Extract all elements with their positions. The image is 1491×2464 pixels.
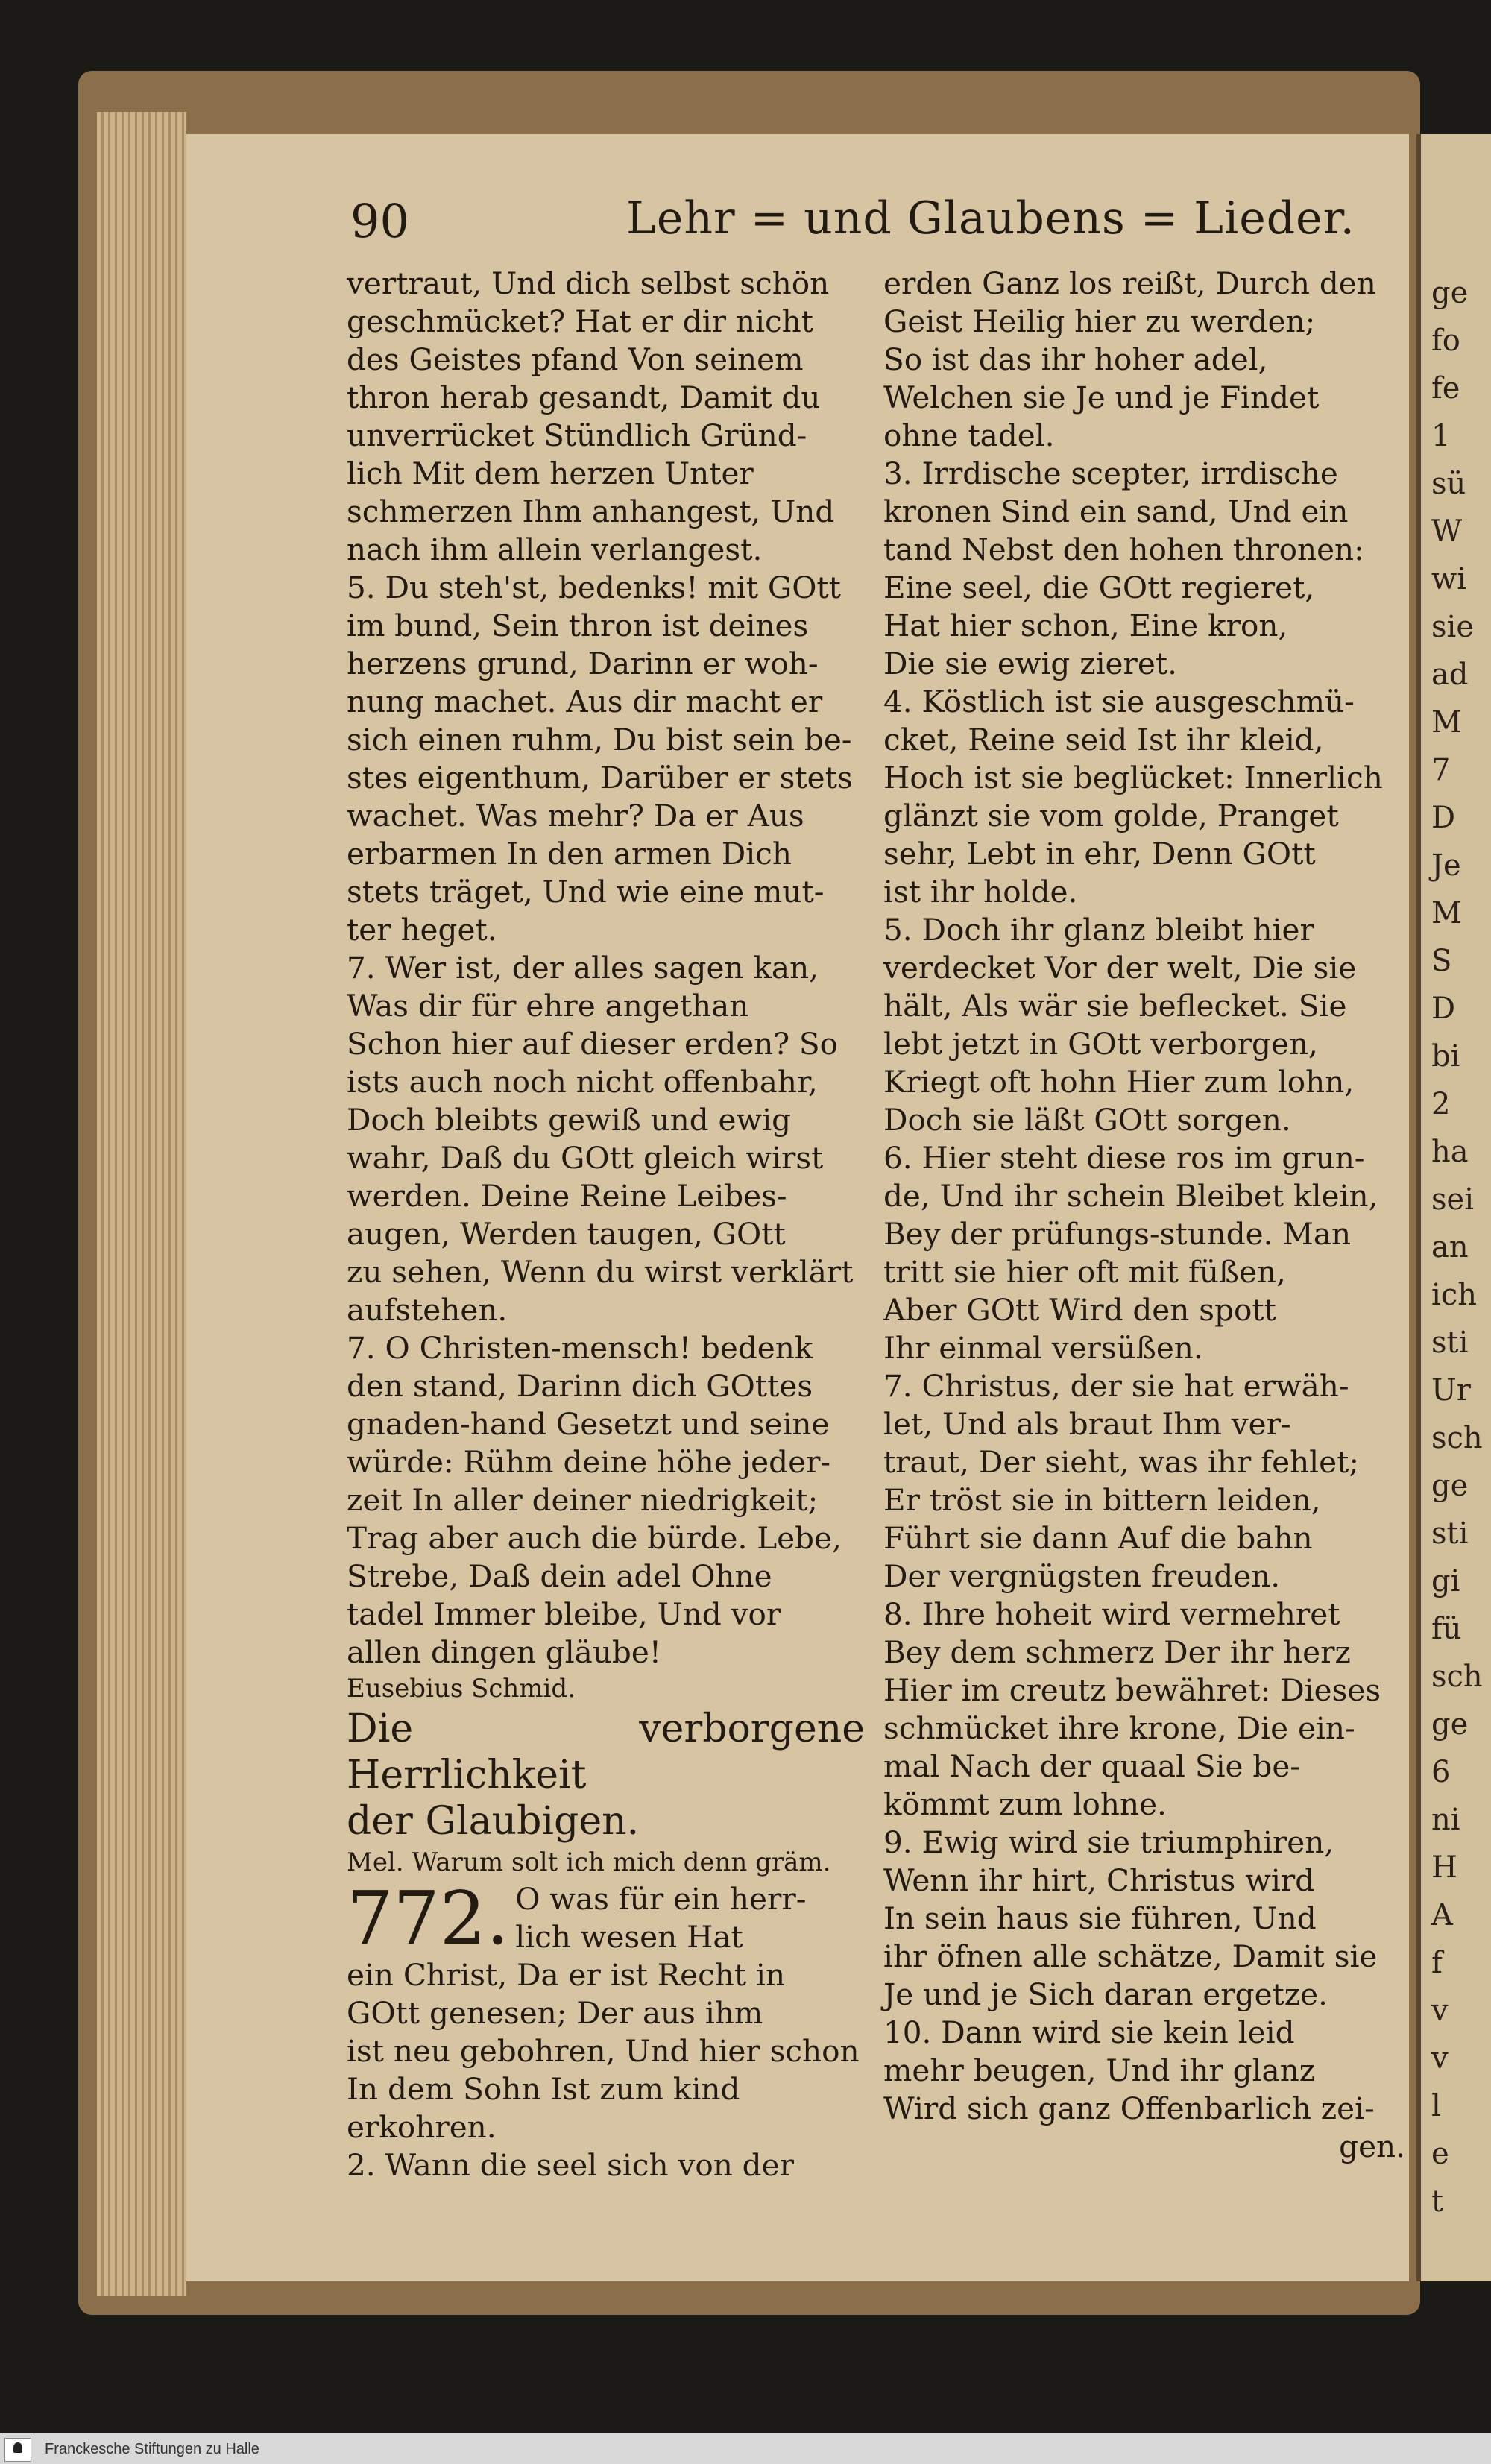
next-page-fragment: M bbox=[1431, 705, 1462, 740]
next-page-fragment: e bbox=[1431, 2137, 1449, 2171]
next-page-fragment: v bbox=[1431, 2041, 1449, 2076]
next-page-fragment: sie bbox=[1431, 610, 1474, 644]
stanza-6: 6. Hier steht diese ros im grun- de, Und ihr schein Bleibet klein, Bey der prüfungs-stunde. Man tritt sie hier oft mit füßen, Aber GOtt Wird den spott Ihr einmal versüßen. bbox=[883, 1140, 1378, 1366]
next-page-fragment: wi bbox=[1431, 562, 1467, 596]
next-page-fragment: sch bbox=[1431, 1421, 1483, 1455]
next-page-fragment: 6 bbox=[1431, 1755, 1451, 1789]
next-page-fragment: 7 bbox=[1431, 753, 1451, 787]
next-page-fragment: ge bbox=[1431, 1469, 1469, 1503]
hymn-number: 772. bbox=[347, 1877, 510, 1962]
stanza-8: 8. Ihre hoheit wird vermehret Bey dem schmerz Der ihr herz Hier im creutz bewähret: Dieses schmücket ihre krone, Die ein- mal Nach der quaal Sie be- kömmt zum lohne. bbox=[883, 1596, 1381, 1822]
stanza-4: 4. Köstlich ist sie ausgeschmü- cket, Reine seid Ist ihr kleid, Hoch ist sie beglücket: Innerlich glänzt sie vom golde, Pranget sehr, Lebt in ehr, Denn GOtt ist ihr holde. bbox=[883, 684, 1383, 910]
library-name: Franckesche Stiftungen zu Halle bbox=[45, 2441, 259, 2457]
next-page-fragment: f bbox=[1431, 1946, 1443, 1980]
next-page-fragment: l bbox=[1431, 2089, 1441, 2123]
next-page-fragment: A bbox=[1431, 1898, 1453, 1932]
stanza-1: O was für ein herr- lich wesen Hat ein Christ, Da er ist Recht in GOtt genesen; Der aus ihm ist neu gebohren, Und hier schon In dem Sohn Ist zum kind erkohren. bbox=[347, 1881, 860, 2145]
melody-reference: Mel. Warum solt ich mich denn gräm. bbox=[347, 1847, 831, 1877]
next-page-fragment: ha bbox=[1431, 1135, 1469, 1169]
next-page-fragment: ge bbox=[1431, 1707, 1469, 1742]
next-page-fragment: an bbox=[1431, 1230, 1469, 1264]
next-page-fragment: D bbox=[1431, 992, 1456, 1026]
stanza-3: 3. Irrdische scepter, irrdische kronen Sind ein sand, Und ein tand Nebst den hohen thronen: Eine seel, die GOtt regieret, Hat hier schon, Eine kron, Die sie ewig zieret. bbox=[883, 456, 1364, 681]
next-page-fragment: 2 bbox=[1431, 1087, 1451, 1121]
stanza-2-end: erden Ganz los reißt, Durch den Geist Heilig hier zu werden; So ist das ihr hoher adel, Welchen sie Je und je Findet ohne tadel. bbox=[883, 265, 1376, 453]
hymn-title: Die verborgene Herrlichkeit der Glaubigen. bbox=[347, 1707, 865, 1844]
stanza-7b: 7. O Christen-mensch! bedenk den stand, Darinn dich GOttes gnaden-hand Gesetzt und seine würde: Rühm deine höhe jeder- zeit In aller deiner niedrigkeit; Trag aber auch die bürde. Lebe, Strebe, Daß dein adel Ohne tadel Immer bleibe, Und vor allen dingen gläube! bbox=[347, 1330, 842, 1670]
page-stack-edge bbox=[97, 112, 186, 2296]
next-page-fragment: ge bbox=[1431, 276, 1469, 310]
next-page-fragment: ni bbox=[1431, 1803, 1460, 1837]
stanza-10-start: 10. Dann wird sie kein leid mehr beugen, Und ihr glanz Wird sich ganz Offenbarlich zei- bbox=[883, 2014, 1375, 2126]
next-page-fragment: fo bbox=[1431, 324, 1460, 358]
hymn-text-continued: vertraut, Und dich selbst schön geschmücket? Hat er dir nicht des Geistes pfand Von seinem thron herab gesandt, Damit du unverrücket Stündlich Gründ- lich Mit dem herzen Unter schmerzen Ihm anhangest, Und nach ihm allein verlangest. bbox=[347, 265, 835, 567]
page-number: 90 bbox=[350, 194, 409, 248]
next-page-fragment: bi bbox=[1431, 1039, 1460, 1074]
next-page-fragment: fe bbox=[1431, 371, 1460, 406]
stanza-9: 9. Ewig wird sie triumphiren, Wenn ihr hirt, Christus wird In sein haus sie führen, Und ihr öfnen alle schätze, Damit sie Je und je Sich daran ergetze. bbox=[883, 1824, 1378, 2012]
next-page-fragment: fü bbox=[1431, 1612, 1462, 1646]
next-page-fragment: sü bbox=[1431, 467, 1466, 501]
next-page-fragment: H bbox=[1431, 1850, 1457, 1885]
stanza-7a: 7. Wer ist, der alles sagen kan, Was dir für ehre angethan Schon hier auf dieser erden? So ists auch noch nicht offenbahr, Doch bleibts gewiß und ewig wahr, Daß du GOtt gleich wirst werden. Deine Reine Leibes- augen, Werden taugen, GOtt zu sehen, Wenn du wirst verklärt aufstehen. bbox=[347, 950, 854, 1328]
running-head: Lehr = und Glaubens = Lieder. bbox=[626, 192, 1355, 245]
footer-bar bbox=[0, 2433, 1491, 2464]
next-page-fragment: S bbox=[1431, 944, 1452, 978]
next-page-fragment: 1 bbox=[1431, 419, 1451, 453]
catchword: gen. bbox=[1339, 2129, 1405, 2164]
next-page-fragment: ad bbox=[1431, 658, 1469, 692]
next-page-fragment: sei bbox=[1431, 1182, 1474, 1217]
stanza-5-right: 5. Doch ihr glanz bleibt hier verdecket Vor der welt, Die sie hält, Als wär sie beflecket. Sie lebt jetzt in GOtt verborgen, Kriegt oft hohn Hier zum lohn, Doch sie läßt GOtt sorgen. bbox=[883, 912, 1357, 1138]
next-page-fragment: D bbox=[1431, 801, 1456, 835]
stanza-2-start: 2. Wann die seel sich von der bbox=[347, 2147, 794, 2183]
next-page-fragment: ich bbox=[1431, 1278, 1477, 1312]
library-logo-icon bbox=[4, 2438, 31, 2462]
next-page-fragment: W bbox=[1431, 514, 1463, 549]
stanza-7-right: 7. Christus, der sie hat erwäh- let, Und als braut Ihm ver- traut, Der sieht, was ihr fehlet; Er tröst sie in bittern leiden, Führt sie dann Auf die bahn Der vergnügsten freuden. bbox=[883, 1368, 1359, 1594]
right-column bbox=[883, 265, 1405, 2166]
next-page-fragment: sti bbox=[1431, 1326, 1469, 1360]
next-page-edge bbox=[1416, 134, 1491, 2281]
stanza-5: 5. Du steh'st, bedenks! mit GOtt im bund, Sein thron ist deines herzens grund, Darinn er woh- nung machet. Aus dir macht er sich einen ruhm, Du bist sein be- stes eigenthum, Darüber er stets wachet. Was mehr? Da er Aus erbarmen In den armen Dich stets träget, Und wie eine mut- ter heget. bbox=[347, 570, 853, 948]
next-page-fragment: v bbox=[1431, 1994, 1449, 2028]
next-page-fragment: Ur bbox=[1431, 1373, 1471, 1408]
hymn-author: Eusebius Schmid. bbox=[347, 1674, 576, 1704]
next-page-fragment: Je bbox=[1431, 848, 1461, 883]
left-column bbox=[347, 265, 865, 2184]
next-page-fragment: sch bbox=[1431, 1660, 1483, 1694]
next-page-fragment: t bbox=[1431, 2184, 1444, 2219]
hymn-start bbox=[347, 1877, 865, 2146]
next-page-fragment: M bbox=[1431, 896, 1462, 930]
next-page-fragment: gi bbox=[1431, 1564, 1460, 1598]
next-page-fragment: sti bbox=[1431, 1516, 1469, 1551]
